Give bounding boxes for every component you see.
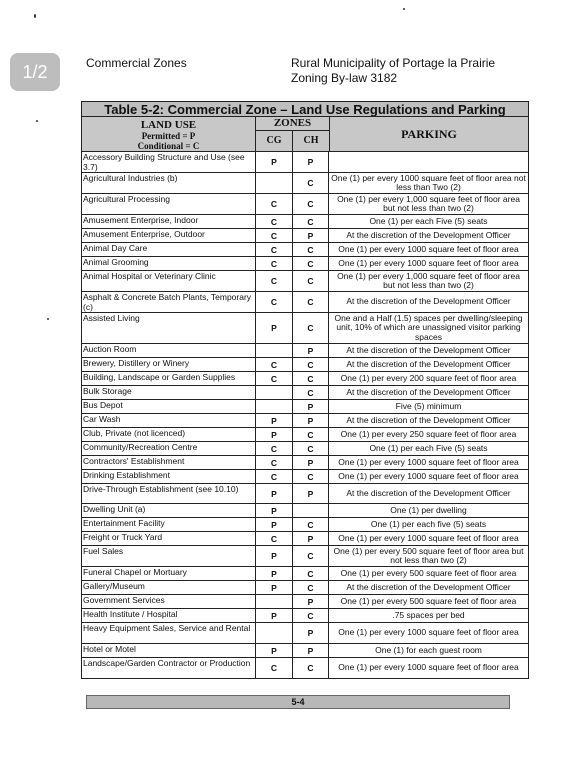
ch-zone-cell: C [293,243,329,256]
cg-zone-cell: P [256,644,293,657]
table-row [82,414,528,428]
table-row [82,194,528,215]
cg-zone-cell: P [256,313,293,343]
conditional-legend: Conditional = C [137,141,200,151]
table-row [82,400,528,414]
parking-cell: One (1) per every 250 square feet of floor area [340,428,517,439]
ch-heading: CH [303,135,319,146]
scan-speck [34,14,36,18]
table-row [82,344,528,358]
table-row [82,470,528,484]
table-row [82,609,528,623]
land-use-heading: LAND USE [140,119,197,131]
ch-zone-cell: C [293,358,329,371]
land-use-cell: Agricultural Industries (b) [82,173,256,193]
ch-zone-cell: C [293,428,329,441]
ch-zone-cell: C [293,518,329,531]
land-use-cell: Drive-Through Establishment (see 10.10) [82,484,256,503]
cg-zone-cell: C [256,358,293,371]
cg-zone-cell: P [256,609,293,622]
ch-zone-cell: C [293,581,329,594]
page-footer: 5-4 [86,695,510,709]
table-row [82,442,528,456]
header-bylaw: Zoning By-law 3182 [291,71,398,85]
land-use-cell: Animal Hospital or Veterinary Clinic [82,271,256,291]
ch-zone-cell: P [293,229,329,242]
cg-zone-cell [256,595,293,608]
parking-heading: PARKING [401,127,457,141]
table-row [82,644,528,658]
cg-zone-cell: P [256,567,293,580]
land-use-cell: Landscape/Garden Contractor or Production [82,658,256,678]
ch-zone-cell: C [293,292,329,312]
parking-cell: One (1) per each Five (5) seats [369,442,488,453]
parking-cell: One (1) per each five (5) seats [370,518,487,529]
header-municipality: Rural Municipality of Portage la Prairie [291,56,496,70]
parking-cell: One (1) per every 1000 square feet of floor area [338,456,519,467]
cg-zone-cell: C [256,470,293,483]
parking-cell: One and a Half (1.5) spaces per dwelling/sleeping unit, 10% of which are unassigned visitor parking spaces [334,313,523,342]
table-row [82,257,528,271]
cg-zone-cell: P [256,484,293,503]
table-row [82,173,528,194]
parking-cell: One (1) per dwelling [390,504,467,515]
land-use-cell: Assisted Living [82,313,256,343]
table-title: Table 5-2: Commercial Zone – Land Use Regulations and Parking [82,102,528,117]
parking-cell: At the discretion of the Development Officer [346,581,511,592]
ch-zone-cell: C [293,546,329,566]
cg-zone-cell: C [256,292,293,312]
ch-zone-cell: C [293,609,329,622]
parking-cell: At the discretion of the Development Officer [346,229,511,240]
cg-heading: CG [256,131,293,151]
ch-zone-cell: P [293,484,329,503]
parking-cell: One (1) for each guest room [375,644,482,655]
parking-cell: At the discretion of the Development Officer [346,296,511,307]
table-row [82,292,528,313]
ch-zone-cell: C [293,215,329,228]
ch-zone-cell: P [293,623,329,643]
land-use-cell: Hotel or Motel [82,644,256,657]
ch-zone-cell: P [293,152,329,172]
parking-cell: One (1) per every 1000 square feet of floor area not less than Two (2) [331,173,526,192]
ch-zone-cell: C [293,271,329,291]
parking-cell: One (1) per every 1000 square feet of floor area [338,627,519,638]
parking-cell: At the discretion of the Development Officer [346,344,511,355]
cg-zone-cell [256,623,293,643]
table-row [82,428,528,442]
cg-zone-cell: P [256,428,293,441]
ch-zone-cell: C [293,372,329,385]
table-row [82,546,528,567]
ch-zone-cell: P [293,456,329,469]
land-use-cell: Building, Landscape or Garden Supplies [82,372,256,385]
table-body [82,152,528,678]
parking-cell: One (1) per every 500 square feet of floor area [340,567,517,578]
table-row [82,658,528,678]
parking-cell: One (1) per every 200 square feet of floor area [340,372,517,383]
parking-cell [329,152,528,172]
land-use-cell: Bus Depot [82,400,256,413]
ch-zone-cell: P [293,344,329,357]
parking-cell: One (1) per every 1000 square feet of floor area [338,257,519,268]
cg-zone-cell: C [256,658,293,678]
parking-cell: One (1) per every 1,000 square feet of floor area but not less than two (2) [337,271,520,290]
cg-zone-cell: P [256,581,293,594]
land-use-cell: Asphalt & Concrete Batch Plants, Temporary (c) [82,292,256,312]
land-use-cell: Amusement Enterprise, Indoor [82,215,256,228]
parking-cell: .75 spaces per bed [392,609,465,620]
parking-cell: One (1) per every 1000 square feet of floor area [338,243,519,254]
zones-header [256,117,330,151]
page-indicator[interactable]: 1/2 [10,53,60,91]
cg-zone-cell: C [256,257,293,270]
ch-zone-cell: P [293,414,329,427]
zones-heading: ZONES [256,117,329,131]
land-use-cell: Club, Private (not licenced) [82,428,256,441]
cg-zone-cell: P [256,518,293,531]
cg-zone-cell: C [256,532,293,545]
cg-zone-cell: P [256,504,293,517]
table-row [82,504,528,518]
ch-zone-cell: P [293,532,329,545]
header-document-title [291,56,495,86]
ch-zone-cell: P [293,400,329,413]
land-use-table [81,101,529,679]
parking-cell: One (1) per every 1000 square feet of floor area [338,532,519,543]
permitted-legend: Permitted = P [141,131,196,141]
ch-zone-cell: C [293,257,329,270]
table-row [82,456,528,470]
cg-zone-cell: C [256,229,293,242]
land-use-cell: Bulk Storage [82,386,256,399]
cg-zone-cell: P [256,152,293,172]
cg-zone-cell [256,386,293,399]
land-use-cell: Funeral Chapel or Mortuary [82,567,256,580]
ch-zone-cell: C [293,386,329,399]
cg-zone-cell [256,344,293,357]
land-use-cell: Health Institute / Hospital [82,609,256,622]
parking-cell: One (1) per every 500 square feet of floor area but not less than two (2) [333,546,524,565]
cg-zone-cell: C [256,243,293,256]
land-use-cell: Auction Room [82,344,256,357]
parking-cell: At the discretion of the Development Officer [346,386,511,397]
land-use-cell: Brewery, Distillery or Winery [82,358,256,371]
table-header [82,117,528,152]
cg-zone-cell: C [256,456,293,469]
land-use-cell: Animal Day Care [82,243,256,256]
table-row [82,313,528,344]
table-row [82,518,528,532]
cg-zone-cell: P [256,546,293,566]
scan-speck [36,120,38,122]
land-use-cell: Dwelling Unit (a) [82,504,256,517]
table-row [82,152,528,173]
cg-zone-cell: C [256,372,293,385]
table-row [82,581,528,595]
cg-zone-cell: C [256,194,293,214]
parking-cell: At the discretion of the Development Officer [346,358,511,369]
ch-zone-cell: C [293,470,329,483]
header-section-title: Commercial Zones [86,56,187,70]
table-row [82,623,528,644]
land-use-cell: Gallery/Museum [82,581,256,594]
land-use-cell: Community/Recreation Centre [82,442,256,455]
land-use-header [82,117,256,151]
parking-cell: Five (5) minimum [395,400,462,411]
land-use-cell: Amusement Enterprise, Outdoor [82,229,256,242]
land-use-cell: Fuel Sales [82,546,256,566]
table-row [82,229,528,243]
cg-zone-cell: C [256,215,293,228]
scan-speck [47,318,49,320]
parking-cell: One (1) per every 1000 square feet of floor area [338,470,519,481]
land-use-cell: Accessory Building Structure and Use (see 3.7) [82,152,256,172]
ch-zone-cell: P [293,644,329,657]
table-row [82,567,528,581]
table-row [82,386,528,400]
scan-speck [403,8,405,10]
parking-cell: One (1) per every 1000 square feet of floor area [338,662,519,673]
cg-zone-cell [256,400,293,413]
ch-zone-cell: C [293,567,329,580]
ch-zone-cell: C [293,658,329,678]
parking-cell: One (1) per each Five (5) seats [369,215,488,226]
table-row [82,271,528,292]
land-use-cell: Government Services [82,595,256,608]
parking-cell: At the discretion of the Development Officer [346,414,511,425]
cg-zone-cell [256,173,293,193]
ch-zone-cell: C [293,173,329,193]
ch-zone-cell: C [293,313,329,343]
cg-zone-cell: C [256,442,293,455]
land-use-cell: Animal Grooming [82,257,256,270]
parking-cell: At the discretion of the Development Officer [346,487,511,498]
ch-zone-cell: C [293,194,329,214]
land-use-cell: Entertainment Facility [82,518,256,531]
table-row [82,532,528,546]
ch-zone-cell: C [293,442,329,455]
parking-cell: One (1) per every 500 square feet of floor area [340,595,517,606]
ch-zone-cell: P [293,595,329,608]
land-use-cell: Freight or Truck Yard [82,532,256,545]
cg-zone-cell: C [256,271,293,291]
table-row [82,243,528,257]
table-row [82,595,528,609]
parking-cell: One (1) per every 1,000 square feet of floor area but not less than two (2) [337,194,520,213]
land-use-cell: Car Wash [82,414,256,427]
cg-zone-cell: P [256,414,293,427]
land-use-cell: Drinking Establishment [82,470,256,483]
land-use-cell: Agricultural Processing [82,194,256,214]
table-row [82,372,528,386]
table-row [82,358,528,372]
table-row [82,215,528,229]
land-use-cell: Heavy Equipment Sales, Service and Rental [82,623,256,643]
ch-zone-cell [293,504,329,517]
table-row [82,484,528,504]
land-use-cell: Contractors' Establishment [82,456,256,469]
